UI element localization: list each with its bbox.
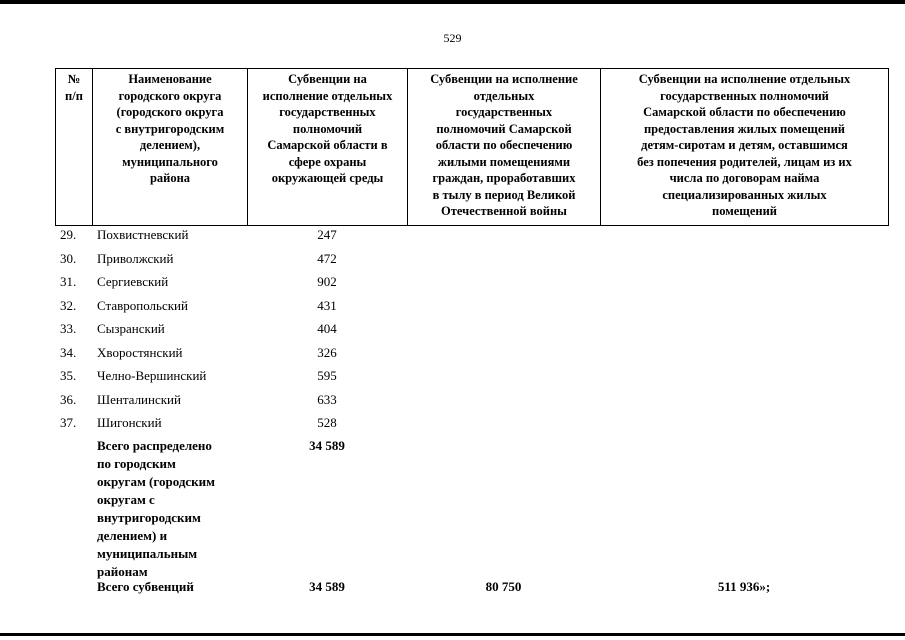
row-number: 33. [60,321,77,336]
header-name: Наименование городского округа (городского округа с внутригородским делением), муниципального района [93,69,248,226]
table-row [55,344,888,366]
row-value-environment: 528 [317,415,337,430]
row-value-environment: 902 [317,274,337,289]
table-row [55,250,888,272]
top-border-rule [0,0,905,4]
page-number: 529 [443,31,462,45]
grand-total-label: Всего субвенций [97,579,194,594]
total-distributed-value: 34 589 [309,438,345,453]
row-name: Шигонский [97,415,162,430]
table-row [55,367,888,389]
row-number: 37. [60,415,77,430]
row-number: 36. [60,391,77,407]
row-name: Похвистневский [97,227,189,242]
table-row [55,391,888,413]
row-number: 30. [60,250,77,266]
table-row [55,297,888,319]
total-distributed-label: Всего распределено по городским округам (городским округам с внутригородским делением) и муниципальным районам [97,438,216,579]
row-value-environment: 472 [317,250,337,266]
grand-total-orphans-housing: 511 936»; [717,579,771,594]
table-row [55,414,888,436]
row-number: 29. [60,227,77,242]
row-number: 32. [60,297,77,313]
table-header [55,68,889,226]
grand-total-veterans-housing: 80 750 [485,579,522,594]
row-value-environment: 404 [317,321,337,336]
grand-total-environment: 34 589 [309,579,345,594]
row-value-environment: 633 [317,391,337,407]
bottom-border-rule [0,633,905,636]
row-number: 31. [60,274,77,289]
table-row [55,273,888,295]
row-value-environment: 326 [317,344,337,360]
header-col2: Субвенции на исполнение отдельных государственных полномочий Самарской области по обеспечению жилыми помещениями граждан, проработавших в тылу в период Великой Отечественной войны [408,69,601,226]
row-number: 34. [60,344,77,360]
row-value-environment: 595 [317,368,337,383]
row-name: Хворостянский [97,344,183,360]
grand-total-row [55,578,888,598]
row-name: Шенталинский [97,391,181,407]
row-number: 35. [60,368,77,383]
header-num: № п/п [56,69,93,226]
header-col3: Субвенции на исполнение отдельных государственных полномочий Самарской области по обеспечению предоставления жилых помещений детям-сиротам и детям, оставшимся без попечения родителей, лицам из их числа по договорам найма специализированных жилых помещений [601,69,889,226]
row-name: Ставропольский [97,297,188,313]
row-value-environment: 431 [317,297,337,313]
table-row [55,226,888,248]
row-name: Сергиевский [97,274,169,289]
row-name: Приволжский [97,250,174,266]
table-row [55,320,888,342]
row-name: Челно-Вершинский [97,368,207,383]
header-col1: Субвенции на исполнение отдельных государственных полномочий Самарской области в сфере охраны окружающей среды [248,69,408,226]
row-name: Сызранский [97,321,165,336]
row-value-environment: 247 [317,227,337,242]
